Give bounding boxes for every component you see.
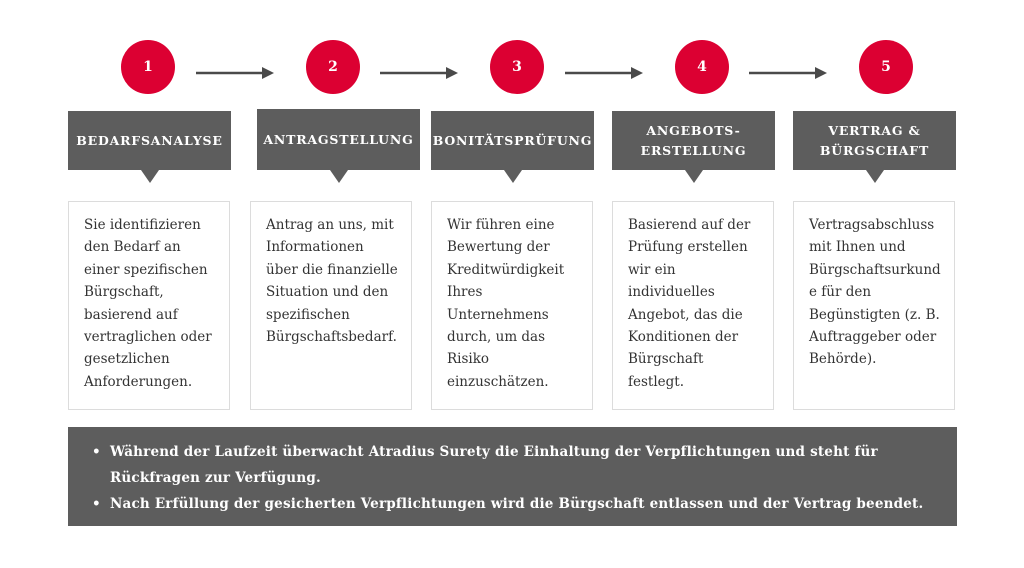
step-3-title bbox=[431, 111, 594, 170]
step-5-description: Vertragsabschluss mit Ihnen und Bürgschaftsurkund e für den Begünstigten (z. B. Auftraggeber oder Behörde). bbox=[793, 201, 955, 410]
arrow-right-icon bbox=[565, 66, 645, 80]
step-2-title bbox=[257, 109, 420, 170]
notes-panel bbox=[68, 427, 957, 526]
step-4-description: Basierend auf der Prüfung erstellen wir ein individuelles Angebot, das die Konditionen der Bürgschaft festlegt. bbox=[612, 201, 774, 410]
step-1-number: 1 bbox=[121, 40, 175, 94]
step-1-description: Sie identifizieren den Bedarf an einer spezifischen Bürgschaft, basierend auf vertraglichen oder gesetzlichen Anforderungen. bbox=[68, 201, 230, 410]
step-4-number: 4 bbox=[675, 40, 729, 94]
step-4-title-text: ANGEBOTS- ERSTELLUNG bbox=[640, 122, 747, 158]
step-3-title-text: BONITÄTSPRÜFUNG bbox=[432, 132, 593, 148]
step-5-title-text: VERTRAG & BÜRGSCHAFT bbox=[819, 122, 930, 158]
step-1-title bbox=[68, 111, 231, 170]
header-notch bbox=[685, 170, 703, 183]
note-item: • Während der Laufzeit überwacht Atradius Surety die Einhaltung der Verpflichtungen und steht für Rückfragen zur Verfügung. bbox=[110, 439, 937, 491]
header-notch bbox=[866, 170, 884, 183]
step-2-title-text: ANTRAGSTELLUNG bbox=[263, 131, 414, 147]
step-2-description: Antrag an uns, mit Informationen über die finanzielle Situation und den spezifischen Bürgschaftsbedarf. bbox=[250, 201, 412, 410]
step-4-title bbox=[612, 111, 775, 170]
header-notch bbox=[504, 170, 522, 183]
step-5-title bbox=[793, 111, 956, 170]
step-5-number: 5 bbox=[859, 40, 913, 94]
step-3-number: 3 bbox=[490, 40, 544, 94]
note-item: • Nach Erfüllung der gesicherten Verpflichtungen wird die Bürgschaft entlassen und der Vertrag beendet. bbox=[110, 491, 937, 517]
arrow-right-icon bbox=[196, 66, 276, 80]
step-3-description: Wir führen eine Bewertung der Kreditwürdigkeit Ihres Unternehmens durch, um das Risiko einzuschätzen. bbox=[431, 201, 593, 410]
notes-list bbox=[110, 439, 937, 517]
step-2-number: 2 bbox=[306, 40, 360, 94]
header-notch bbox=[330, 170, 348, 183]
step-1-title-text: BEDARFSANALYSE bbox=[76, 132, 223, 148]
header-notch bbox=[141, 170, 159, 183]
arrow-right-icon bbox=[749, 66, 829, 80]
arrow-right-icon bbox=[380, 66, 460, 80]
